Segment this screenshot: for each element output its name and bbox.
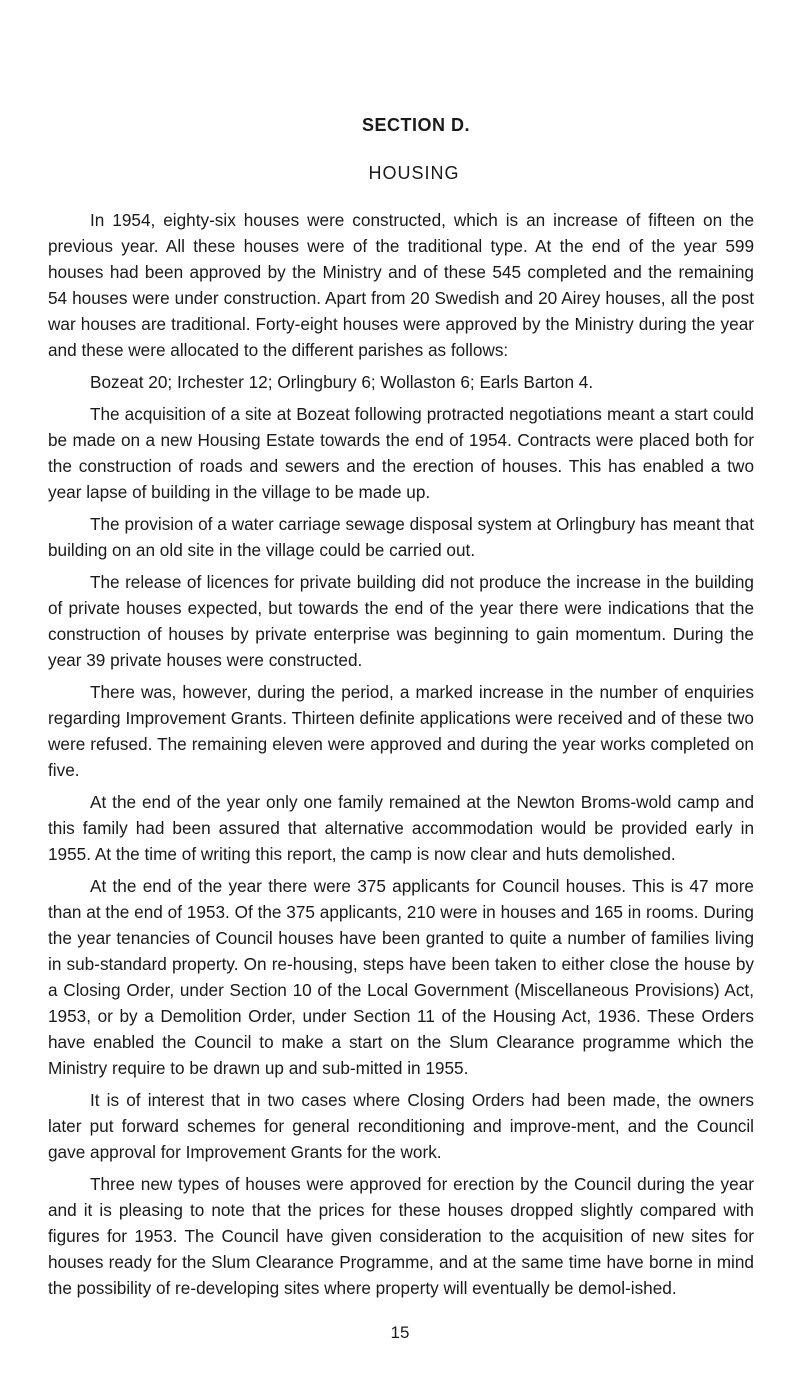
paragraph: At the end of the year there were 375 applicants for Council houses. This is 47 more than at the end of 1953. Of the 375 applicants, 210 were in houses and 165 in rooms. During the year tenancies of Council houses have been granted to quite a number of families living in sub-standard property. On re-housing, steps have been taken to either close the house by a Closing Order, under Section 10 of the Local Government (Miscellaneous Provisions) Act, 1953, or by a Demolition Order, under Section 11 of the Housing Act, 1936. These Orders have enabled the Council to make a start on the Slum Clearance programme which the Ministry require to be drawn up and sub-mitted in 1955.: [48, 876, 754, 1078]
paragraph: In 1954, eighty-six houses were constructed, which is an increase of fifteen on the previous year. All these houses were of the traditional type. At the end of the year 599 houses had been approved by the Ministry and of these 545 completed and the remaining 54 houses were under construction. Apart from 20 Swedish and 20 Airey houses, all the post war houses are traditional. Forty-eight houses were approved by the Ministry during the year and these were allocated to the different parishes as follows:: [48, 210, 754, 360]
paragraph: The release of licences for private building did not produce the increase in the building of private houses expected, but towards the end of the year there were indications that the construction of houses by private enterprise was beginning to gain momentum. During the year 39 private houses were constructed.: [48, 572, 754, 670]
paragraph: At the end of the year only one family remained at the Newton Broms-wold camp and this family had been assured that alternative accommodation would be provided early in 1955. At the time of writing this report, the camp is now clear and huts demolished.: [48, 792, 754, 864]
section-heading: SECTION D.: [361, 115, 470, 135]
paragraph: The provision of a water carriage sewage disposal system at Orlingbury has meant that building on an old site in the village could be carried out.: [48, 514, 754, 560]
paragraph: Three new types of houses were approved for erection by the Council during the year and it is pleasing to note that the prices for these houses dropped slightly compared with figures for 1953. The Council have given consideration to the acquisition of new sites for houses ready for the Slum Clearance Programme, and at the same time have borne in mind the possibility of re-developing sites where property will eventually be demol-ished.: [48, 1174, 754, 1298]
paragraph: Bozeat 20; Irchester 12; Orlingbury 6; Wollaston 6; Earls Barton 4.: [90, 372, 594, 392]
page-number: 15: [390, 1323, 410, 1342]
paragraph: The acquisition of a site at Bozeat following protracted negotiations meant a start could be made on a new Housing Estate towards the end of 1954. Contracts were placed both for the construction of roads and sewers and the erection of houses. This has enabled a two year lapse of building in the village to be made up.: [48, 404, 754, 502]
page-title: HOUSING: [368, 163, 460, 183]
paragraph: It is of interest that in two cases where Closing Orders had been made, the owners later put forward schemes for general reconditioning and improve-ment, and the Council gave approval for Improvement Grants for the work.: [48, 1090, 754, 1162]
body-text: [48, 207, 754, 1307]
paragraph: There was, however, during the period, a marked increase in the number of enquiries regarding Improvement Grants. Thirteen definite applications were received and of these two were refused. The remaining eleven were approved and during the year works completed on five.: [48, 682, 754, 780]
